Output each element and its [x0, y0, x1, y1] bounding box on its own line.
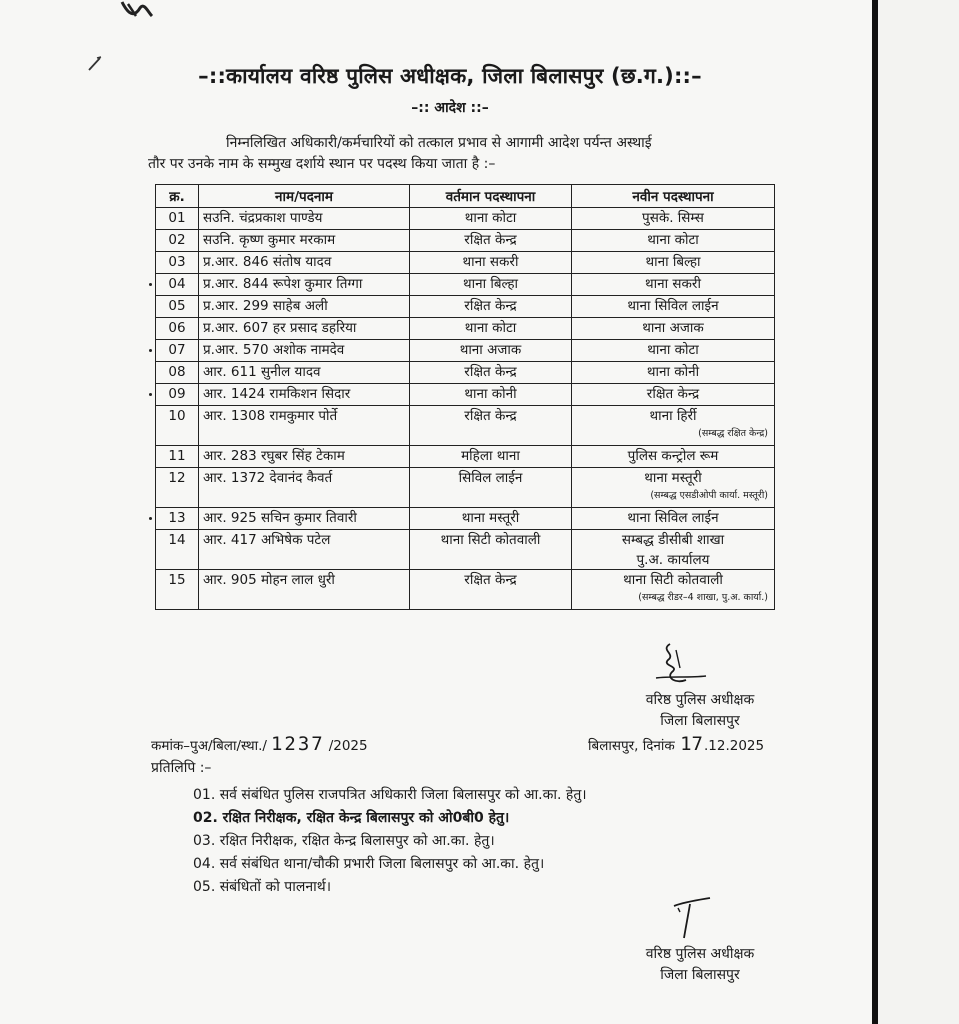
table-row — [156, 406, 775, 446]
cell-serial-text: 03 — [168, 254, 186, 270]
cell-serial — [156, 208, 199, 230]
cell-name-text: प्र.आर. 846 संतोष यादव — [203, 254, 332, 270]
cell-serial — [156, 318, 199, 340]
cell-name-text: आर. 905 मोहन लाल धुरी — [203, 572, 335, 588]
cell-serial-text: 15 — [168, 572, 186, 588]
attachment-note: (सम्बद्ध रक्षित केन्द्र) — [698, 428, 768, 439]
cell-new-posting — [572, 530, 775, 570]
cell-current-posting — [410, 274, 572, 296]
signatory-designation: वरिष्ठ पुलिस अधीक्षक — [645, 946, 755, 962]
cell-name — [199, 230, 410, 252]
cell-serial — [156, 468, 199, 508]
cell-current-posting — [410, 208, 572, 230]
cell-current-posting-text: थाना कोनी — [464, 386, 517, 402]
cell-serial-text: 13 — [168, 510, 186, 526]
cell-new-posting — [572, 362, 775, 384]
table-row — [156, 362, 775, 384]
signatory-designation: वरिष्ठ पुलिस अधीक्षक — [645, 692, 755, 708]
cell-name-text: प्र.आर. 299 साहेब अली — [203, 298, 328, 314]
list-item: 01. सर्व संबंधित पुलिस राजपत्रित अधिकारी जिला बिलासपुर को आ.का. हेतु। — [193, 787, 587, 803]
cell-current-posting-text: रक्षित केन्द्र — [464, 408, 517, 424]
cell-serial — [156, 230, 199, 252]
date-day-handwritten: 17 — [680, 733, 703, 755]
cell-name-text: प्र.आर. 607 हर प्रसाद डहरिया — [203, 320, 357, 336]
cell-current-posting — [410, 296, 572, 318]
cell-serial-text: 14 — [168, 532, 186, 548]
intro-line-2: तौर पर उनके नाम के सम्मुख दर्शाये स्थान पर पदस्थ किया जाता है :– — [148, 156, 496, 172]
cell-serial — [156, 340, 199, 362]
cell-current-posting — [410, 384, 572, 406]
cell-new-posting-text: थाना सिटी कोतवाली — [623, 572, 723, 588]
table-row — [156, 508, 775, 530]
table-row — [156, 570, 775, 610]
cell-new-posting-text: पुलिस कन्ट्रोल रूम — [627, 448, 719, 464]
cell-current-posting-text: थाना कोटा — [464, 320, 517, 336]
office-title: –::कार्यालय वरिष्ठ पुलिस अधीक्षक, जिला बिलासपुर (छ.ग.)::– — [198, 64, 702, 88]
header-current-posting: वर्तमान पदस्थापना — [410, 185, 572, 208]
cell-serial — [156, 296, 199, 318]
header-name: नाम/पदनाम — [199, 185, 410, 208]
cell-new-posting — [572, 230, 775, 252]
cell-current-posting — [410, 252, 572, 274]
cell-name-text: आर. 417 अभिषेक पटेल — [203, 532, 331, 548]
signature-block-2 — [600, 944, 800, 986]
margin-dot — [149, 283, 152, 286]
header-serial: क्र. — [156, 185, 199, 208]
cell-new-posting — [572, 468, 775, 508]
list-item: 02. रक्षित निरीक्षक, रक्षित केन्द्र बिलासपुर को ओ0बी0 हेतु। — [193, 810, 510, 826]
cell-new-posting-text: थाना कोटा — [647, 342, 699, 358]
cell-serial — [156, 252, 199, 274]
table-row — [156, 230, 775, 252]
cell-new-posting-text: पुसके. सिम्स — [642, 210, 704, 226]
cell-name — [199, 296, 410, 318]
copy-list — [193, 784, 587, 899]
cell-current-posting — [410, 446, 572, 468]
table-row — [156, 468, 775, 508]
cell-name — [199, 508, 410, 530]
cell-serial-text: 05 — [168, 298, 186, 314]
posting-table — [155, 184, 775, 610]
cell-new-posting — [572, 208, 775, 230]
cell-new-posting-text: थाना कोनी — [646, 364, 700, 380]
cell-current-posting — [410, 406, 572, 446]
cell-name — [199, 252, 410, 274]
cell-name — [199, 446, 410, 468]
table-row — [156, 252, 775, 274]
cell-serial-text: 02 — [168, 232, 186, 248]
cell-new-posting — [572, 340, 775, 362]
cell-serial — [156, 384, 199, 406]
intro-line-1: निम्नलिखित अधिकारी/कर्मचारियों को तत्काल प्रभाव से आगामी आदेश पर्यन्त अस्थाई — [226, 135, 652, 151]
cell-name — [199, 318, 410, 340]
date-month-year: .12.2025 — [703, 738, 765, 754]
signature-1 — [646, 640, 716, 688]
scribble-mark — [118, 0, 158, 22]
copy-heading: प्रतिलिपि :– — [151, 760, 212, 776]
table-header-row — [156, 185, 775, 208]
margin-dot — [149, 517, 152, 520]
table-row — [156, 446, 775, 468]
cell-new-posting — [572, 274, 775, 296]
cell-serial — [156, 406, 199, 446]
cell-new-posting — [572, 406, 775, 446]
cell-new-posting — [572, 508, 775, 530]
reference-prefix: कमांक–पुअ/बिला/स्था./ — [151, 738, 267, 754]
cell-name — [199, 362, 410, 384]
list-item: 05. संबंधितों को पालनार्थ। — [193, 879, 332, 895]
cell-serial-text: 08 — [168, 364, 186, 380]
cell-new-posting-text: थाना सिविल लाईन — [627, 510, 719, 526]
cell-current-posting — [410, 530, 572, 570]
table-row — [156, 530, 775, 570]
cell-serial — [156, 362, 199, 384]
margin-dot — [149, 349, 152, 352]
cell-current-posting-text: थाना सिटी कोतवाली — [440, 532, 541, 548]
cell-name-text: सउनि. चंद्रप्रकाश पाण्डेय — [203, 210, 323, 226]
cell-current-posting-text: महिला थाना — [461, 448, 520, 464]
cell-current-posting-text: थाना सकरी — [462, 254, 519, 270]
reference-handwritten-number: 1237 — [270, 733, 325, 755]
cell-name-text: आर. 1372 देवानंद कैवर्त — [203, 470, 333, 486]
cell-new-posting — [572, 252, 775, 274]
cell-new-posting — [572, 318, 775, 340]
cell-current-posting-text: रक्षित केन्द्र — [464, 572, 517, 588]
cell-current-posting-text: थाना कोटा — [464, 210, 517, 226]
cell-new-posting-text: सम्बद्ध डीसीबी शाखा — [621, 532, 725, 548]
cell-new-posting-text: थाना हिर्री — [649, 408, 697, 424]
list-item: 04. सर्व संबंधित थाना/चौकी प्रभारी जिला बिलासपुर को आ.का. हेतु। — [193, 856, 545, 872]
signatory-district: जिला बिलासपुर — [660, 713, 740, 729]
reference-number — [151, 733, 368, 755]
cell-new-posting-text: थाना अजाक — [642, 320, 704, 336]
cell-new-posting-text: थाना कोटा — [647, 232, 699, 248]
table-row — [156, 340, 775, 362]
cell-name-text: सउनि. कृष्ण कुमार मरकाम — [203, 232, 336, 248]
cell-name — [199, 530, 410, 570]
cell-current-posting-text: थाना मस्तूरी — [461, 510, 520, 526]
cell-new-posting — [572, 446, 775, 468]
attachment-note: पु.अ. कार्यालय — [636, 552, 710, 568]
cell-current-posting-text: सिविल लाईन — [458, 470, 523, 486]
cell-serial — [156, 530, 199, 570]
header-new-posting: नवीन पदस्थापना — [572, 185, 775, 208]
cell-new-posting-text: थाना सकरी — [645, 276, 701, 292]
issue-date — [588, 733, 764, 755]
cell-serial-text: 07 — [168, 342, 186, 358]
cell-new-posting-text: थाना सिविल लाईन — [627, 298, 719, 314]
cell-serial — [156, 570, 199, 610]
cell-serial-text: 12 — [168, 470, 186, 486]
cell-name-text: आर. 925 सचिन कुमार तिवारी — [203, 510, 357, 526]
cell-current-posting-text: रक्षित केन्द्र — [464, 364, 517, 380]
cell-current-posting — [410, 570, 572, 610]
cell-current-posting-text: थाना बिल्हा — [462, 276, 519, 292]
cell-current-posting-text: रक्षित केन्द्र — [464, 232, 517, 248]
table-row — [156, 384, 775, 406]
signature-2 — [660, 896, 720, 942]
cell-current-posting-text: थाना अजाक — [459, 342, 522, 358]
cell-name-text: प्र.आर. 570 अशोक नामदेव — [203, 342, 345, 358]
cell-name-text: प्र.आर. 844 रूपेश कुमार तिग्गा — [203, 276, 363, 292]
attachment-note: (सम्बद्ध एसडीओपी कार्या. मस्तूरी) — [650, 490, 768, 501]
cell-new-posting-text: थाना बिल्हा — [645, 254, 701, 270]
table-row — [156, 274, 775, 296]
date-prefix: बिलासपुर, दिनांक — [588, 738, 675, 754]
signatory-district: जिला बिलासपुर — [660, 967, 740, 983]
table-row — [156, 208, 775, 230]
cell-current-posting — [410, 340, 572, 362]
cell-new-posting — [572, 384, 775, 406]
cell-current-posting — [410, 230, 572, 252]
cell-new-posting — [572, 296, 775, 318]
cell-serial-text: 04 — [168, 276, 186, 292]
cell-current-posting — [410, 318, 572, 340]
cell-name — [199, 406, 410, 446]
order-label: –:: आदेश ::– — [411, 100, 489, 116]
cell-new-posting-text: थाना मस्तूरी — [644, 470, 702, 486]
table-row — [156, 318, 775, 340]
cell-new-posting-text: रक्षित केन्द्र — [646, 386, 700, 402]
cell-serial-text: 01 — [168, 210, 186, 226]
cell-name — [199, 384, 410, 406]
cell-current-posting — [410, 468, 572, 508]
cell-serial-text: 09 — [168, 386, 186, 402]
table-row — [156, 296, 775, 318]
cell-serial — [156, 446, 199, 468]
cell-serial-text: 11 — [168, 448, 186, 464]
cell-name-text: आर. 611 सुनील यादव — [203, 364, 321, 380]
cell-name — [199, 274, 410, 296]
attachment-note: (सम्बद्ध रीडर–4 शाखा, पु.अ. कार्या.) — [638, 592, 768, 603]
signature-block-1 — [600, 690, 800, 732]
list-item: 03. रक्षित निरीक्षक, रक्षित केन्द्र बिलासपुर को आ.का. हेतु। — [193, 833, 495, 849]
page-margin — [878, 0, 959, 1024]
cell-serial — [156, 508, 199, 530]
cell-current-posting-text: रक्षित केन्द्र — [464, 298, 517, 314]
cell-name-text: आर. 1424 रामकिशन सिदार — [203, 386, 351, 402]
cell-serial — [156, 274, 199, 296]
cell-name — [199, 570, 410, 610]
cell-new-posting — [572, 570, 775, 610]
margin-dot — [149, 393, 152, 396]
cell-current-posting — [410, 362, 572, 384]
reference-year: /2025 — [328, 738, 368, 754]
cell-name-text: आर. 1308 रामकुमार पोर्ते — [203, 408, 338, 424]
cell-name — [199, 340, 410, 362]
cell-current-posting — [410, 508, 572, 530]
cell-name — [199, 208, 410, 230]
cell-name — [199, 468, 410, 508]
cell-serial-text: 10 — [168, 408, 186, 424]
cell-name-text: आर. 283 रघुबर सिंह टेकाम — [203, 448, 345, 464]
cell-serial-text: 06 — [168, 320, 186, 336]
